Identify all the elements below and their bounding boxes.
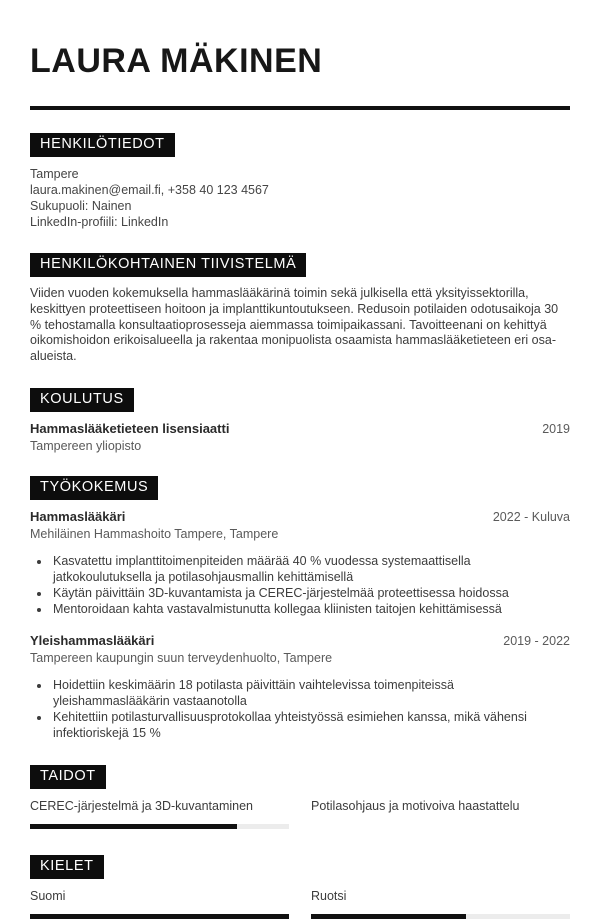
skill-label: Potilasohjaus ja motivoiva haastattelu	[311, 798, 520, 813]
education-school: Tampereen yliopisto	[30, 438, 142, 453]
job-employer: Tampereen kaupungin suun terveydenhuolto, Tampere	[30, 650, 333, 665]
section-heading-education: KOULUTUS	[30, 388, 134, 412]
job-bullet: • Kehitettiin potilasturvallisuusprotokollaa yhteistyössä esimiehen kanssa, mikä vähensi infektioriskejä 15 %	[51, 709, 570, 741]
language-level-fill	[311, 914, 466, 919]
job-bullet: • Käytän päivittäin 3D-kuvantamista ja CEREC-järjestelmää proteettisessa hoidossa	[51, 585, 570, 601]
section-experience	[30, 476, 570, 741]
job-bullet-list	[30, 677, 570, 741]
skill-label: CEREC-järjestelmä ja 3D-kuvantaminen	[30, 798, 253, 813]
education-degree: Hammaslääketieteen lisensiaatti	[30, 420, 230, 436]
job-employer: Mehiläinen Hammashoito Tampere, Tampere	[30, 526, 279, 541]
job-entry	[30, 509, 570, 617]
job-bullet-list	[30, 553, 570, 617]
job-role: Yleishammaslääkäri	[30, 632, 155, 648]
language-label: Suomi	[30, 888, 66, 903]
job-entry	[30, 633, 570, 741]
section-heading-experience: TYÖKOKEMUS	[30, 476, 158, 500]
section-heading-personal-info: HENKILÖTIEDOT	[30, 133, 175, 157]
contact-gender: Sukupuoli: Nainen	[30, 199, 132, 213]
skill-level-fill	[30, 824, 237, 829]
job-bullet: • Kasvatettu implanttitoimenpiteiden määrää 40 % vuodessa systemaattisella jatkokoulutuksella ja potilasohjausmallin kehittämisellä	[51, 553, 570, 585]
job-bullet: • Mentoroidaan kahta vastavalmistunutta kollegaa kliinisten taitojen kehittämisessä	[51, 601, 570, 617]
language-label: Ruotsi	[311, 888, 347, 903]
language-item	[311, 889, 570, 919]
section-heading-summary: HENKILÖKOHTAINEN TIIVISTELMÄ	[30, 253, 306, 277]
skill-level-bar	[30, 824, 289, 829]
language-level-bar	[311, 914, 570, 919]
section-skills	[30, 765, 570, 829]
job-dates: 2022 - Kuluva	[492, 509, 570, 524]
job-dates: 2019 - 2022	[503, 633, 570, 648]
section-languages	[30, 855, 570, 919]
summary-text: Viiden vuoden kokemuksella hammaslääkärinä toimin sekä julkisella että yksityissektorilla, keskittyen proteettiseen hoitoon ja implanttikuntoutukseen. Redusoin potilaiden odotusaikoja 30 % tehostamalla konsultaatioprosesseja aiemmassa toimipaikassani. Tavoitteenani on kehittyä oikomishoidon erikoisalueella ja rakentaa monipuolista osaamista hammaslääketieteen eri osa-alueista.	[30, 286, 559, 364]
education-entry	[30, 421, 570, 453]
contact-linkedin: LinkedIn-profiili: LinkedIn	[30, 215, 169, 229]
section-heading-languages: KIELET	[30, 855, 104, 879]
language-level-bar	[30, 914, 289, 919]
job-bullet: • Hoidettiin keskimäärin 18 potilasta päivittäin vaihtelevissa toimenpiteissä yleishammaslääkärin vastaanotolla	[51, 677, 570, 709]
language-item	[30, 889, 289, 919]
contact-email-phone: laura.makinen@email.fi, +358 40 123 4567	[30, 183, 269, 197]
job-role: Hammaslääkäri	[30, 508, 126, 524]
section-personal-info	[30, 133, 570, 230]
section-education	[30, 388, 570, 453]
section-heading-skills: TAIDOT	[30, 765, 106, 789]
header-divider	[30, 106, 570, 110]
skill-item	[30, 799, 289, 829]
contact-location: Tampere	[30, 167, 79, 181]
language-level-fill	[30, 914, 289, 919]
education-dates: 2019	[542, 421, 570, 436]
section-summary	[30, 253, 570, 365]
page-title: LAURA MÄKINEN	[30, 42, 323, 80]
skill-item	[311, 799, 570, 829]
